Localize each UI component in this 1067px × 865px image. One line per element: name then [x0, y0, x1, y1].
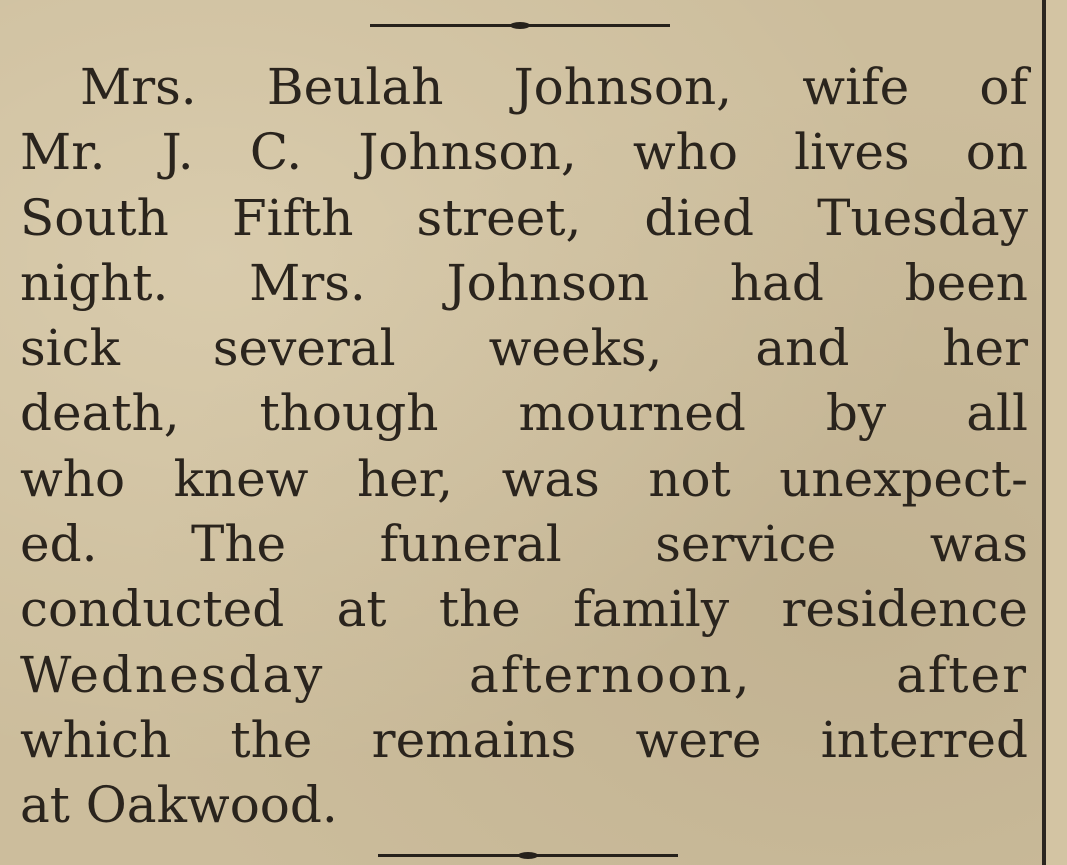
- previous-article-fragment: [18, 0, 1018, 6]
- article-line: death, though mourned by all: [20, 384, 1028, 443]
- adjacent-column-margin: [1046, 0, 1067, 865]
- article-line: sick several weeks, and her: [20, 319, 1028, 378]
- article-line: which the remains were interred: [20, 710, 1028, 769]
- obituary-article: [20, 55, 1028, 839]
- bottom-separator-rule: [378, 854, 678, 857]
- article-line: at Oakwood.: [20, 776, 338, 835]
- article-line: Wednesday afternoon, after: [20, 645, 1028, 704]
- separator-ornament: [518, 852, 538, 859]
- article-line: night. Mrs. Johnson had been: [20, 253, 1028, 312]
- article-line: who knew her, was not unexpect-: [20, 449, 1028, 508]
- separator-ornament: [510, 22, 530, 29]
- article-line: ed. The funeral service was: [20, 515, 1028, 574]
- top-separator-rule: [370, 24, 670, 27]
- article-line: Mr. J. C. Johnson, who lives on: [20, 123, 1028, 182]
- article-line: conducted at the family residence: [20, 580, 1028, 639]
- article-line: Mrs. Beulah Johnson, wife of: [80, 58, 1028, 116]
- article-line: South Fifth street, died Tuesday: [20, 188, 1028, 247]
